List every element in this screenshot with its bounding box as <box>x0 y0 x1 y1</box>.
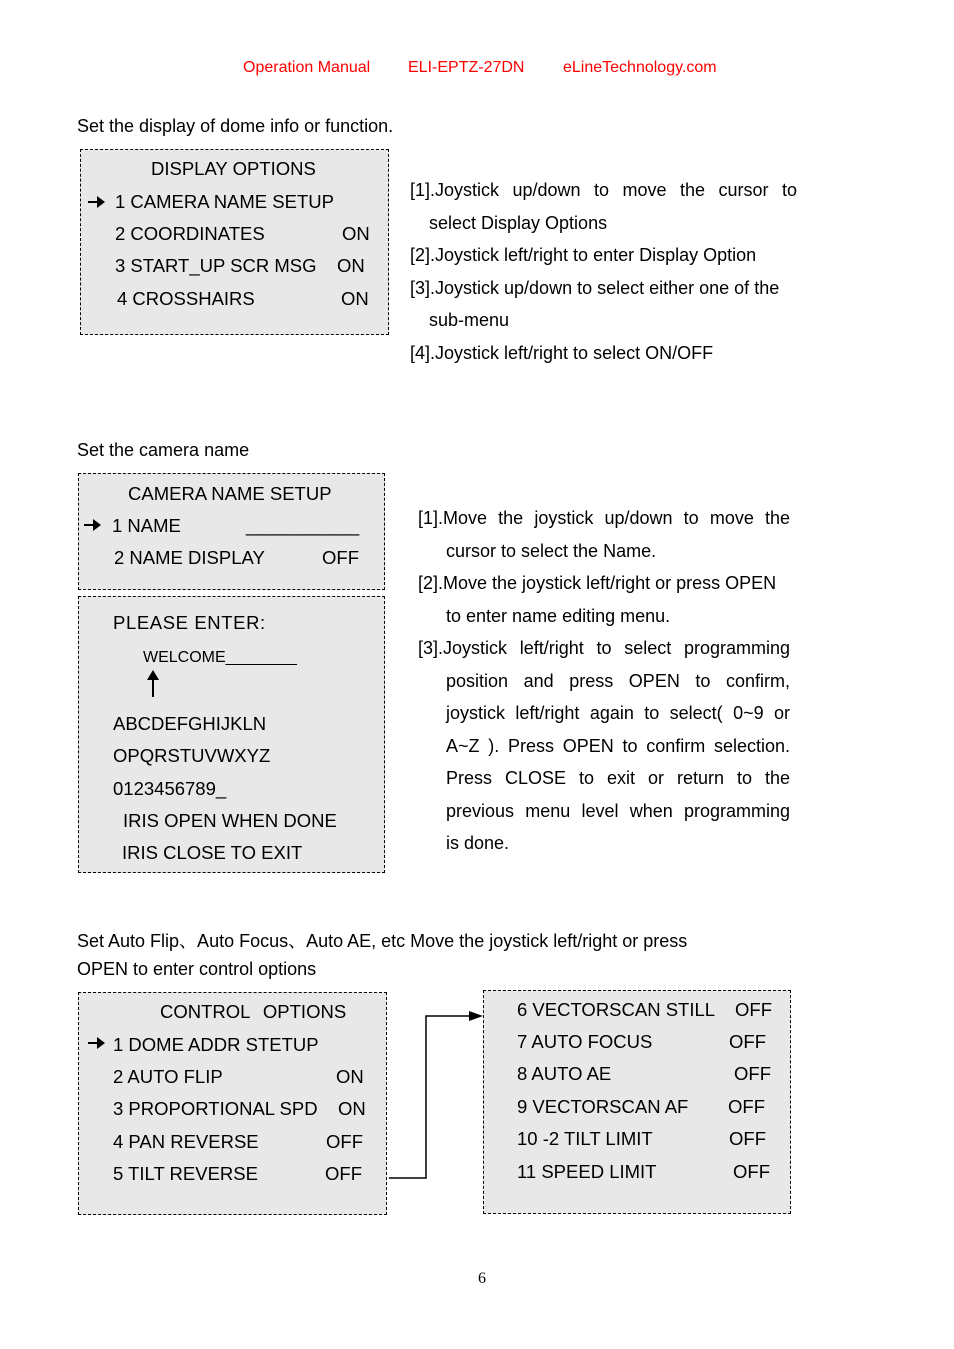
section1-caption: Set the display of dome info or function. <box>77 116 394 136</box>
cursor-arrow-icon <box>88 195 106 209</box>
display-item-label: 1 CAMERA NAME SETUP <box>115 191 334 212</box>
close-hint: IRIS CLOSE TO EXIT <box>122 842 303 863</box>
section3-caption: OPEN to enter control options <box>77 959 317 979</box>
display-item-value: ON <box>342 223 370 244</box>
control-item-value: ON <box>338 1098 366 1119</box>
control-item-label: 8 AUTO AE <box>517 1063 612 1084</box>
control-item-value: OFF <box>734 1063 771 1084</box>
instruction-line: previous menu level when programming <box>446 800 790 821</box>
instruction-line: joystick left/right again to select( 0~9 or <box>446 703 790 723</box>
control-item-label: 6 VECTORSCAN STILL <box>517 999 716 1020</box>
instruction-line: A~Z ). Press OPEN to confirm selection. <box>446 735 790 756</box>
control-item-value: OFF <box>735 999 772 1020</box>
instruction-line: [1].Joystick up/down to move the cursor to <box>410 180 797 200</box>
instruction-line: [2].Joystick left/right to enter Display Option <box>410 245 757 265</box>
entry-prompt: PLEASE ENTER: <box>113 612 266 633</box>
camera-name-item-value: ___________ <box>246 515 360 536</box>
instruction-line: [1].Move the joystick up/down to move the <box>418 508 790 528</box>
header-manual: Operation Manual <box>243 59 371 76</box>
instruction-line: to enter name editing menu. <box>446 605 671 626</box>
display-options-title: DISPLAY OPTIONS <box>151 158 316 179</box>
control-item-label: 2 AUTO FLIP <box>113 1066 223 1087</box>
page-number: 6 <box>478 1270 486 1287</box>
camera-name-item-label: 1 NAME <box>112 515 181 536</box>
char-row: OPQRSTUVWXYZ <box>113 745 271 766</box>
section2-instructions <box>418 502 790 860</box>
instruction-line: cursor to select the Name. <box>446 540 657 561</box>
instruction-line: Press CLOSE to exit or return to the <box>446 768 790 788</box>
section1-instructions <box>410 174 797 369</box>
display-item-label: 2 COORDINATES <box>115 223 265 244</box>
display-item-label: 3 START_UP SCR MSG <box>115 255 317 276</box>
camera-name-title: CAMERA NAME SETUP <box>128 483 332 504</box>
instruction-line: select Display Options <box>429 212 608 233</box>
char-row: ABCDEFGHIJKLN <box>113 713 267 734</box>
control-item-value: OFF <box>728 1096 765 1117</box>
control-item-label: 9 VECTORSCAN AF <box>517 1096 689 1117</box>
header-site: eLineTechnology.com <box>563 59 717 76</box>
char-row: 0123456789_ <box>113 778 227 799</box>
control-item-value: OFF <box>729 1128 766 1149</box>
open-hint: IRIS OPEN WHEN DONE <box>123 810 337 831</box>
instruction-line: position and press OPEN to confirm, <box>446 670 790 691</box>
camera-name-item-value: OFF <box>322 547 359 568</box>
control-item-value: ON <box>336 1066 364 1087</box>
instruction-line: [3].Joystick left/right to select programming <box>418 638 790 658</box>
section2-caption: Set the camera name <box>77 440 250 460</box>
cursor-arrow-icon <box>88 1036 106 1050</box>
display-item-label: 4 CROSSHAIRS <box>117 288 255 309</box>
control-item-label: 5 TILT REVERSE <box>113 1163 258 1184</box>
entry-current-name: WELCOME________ <box>143 649 297 666</box>
up-arrow-icon <box>146 670 160 698</box>
display-item-value: ON <box>337 255 365 276</box>
camera-name-item-label: 2 NAME DISPLAY <box>114 547 265 568</box>
control-item-label: 1 DOME ADDR STETUP <box>113 1034 319 1055</box>
section3-caption: Set Auto Flip、Auto Focus、Auto AE, etc Move the joystick left/right or press <box>77 931 688 951</box>
instruction-line: sub-menu <box>429 310 510 330</box>
control-item-value: OFF <box>326 1131 363 1152</box>
control-item-label: 3 PROPORTIONAL SPD <box>113 1098 318 1119</box>
control-item-label: 11 SPEED LIMIT <box>517 1161 657 1182</box>
control-options-title: CONTROL OPTIONS <box>160 1001 347 1022</box>
connector-arrow-icon <box>387 1010 487 1185</box>
control-item-value: OFF <box>733 1161 770 1182</box>
instruction-line: is done. <box>446 833 510 853</box>
control-item-label: 4 PAN REVERSE <box>113 1131 259 1152</box>
instruction-line: [4].Joystick left/right to select ON/OFF <box>410 342 714 363</box>
instruction-line: [3].Joystick up/down to select either one of the <box>410 277 780 298</box>
control-item-value: OFF <box>325 1163 362 1184</box>
control-item-value: OFF <box>729 1031 766 1052</box>
cursor-arrow-icon <box>84 518 102 532</box>
control-item-label: 10 -2 TILT LIMIT <box>517 1128 653 1149</box>
header-model: ELI-EPTZ-27DN <box>408 59 525 76</box>
display-item-value: ON <box>341 288 369 309</box>
control-item-label: 7 AUTO FOCUS <box>517 1031 653 1052</box>
instruction-line: [2].Move the joystick left/right or press OPEN <box>418 573 777 593</box>
